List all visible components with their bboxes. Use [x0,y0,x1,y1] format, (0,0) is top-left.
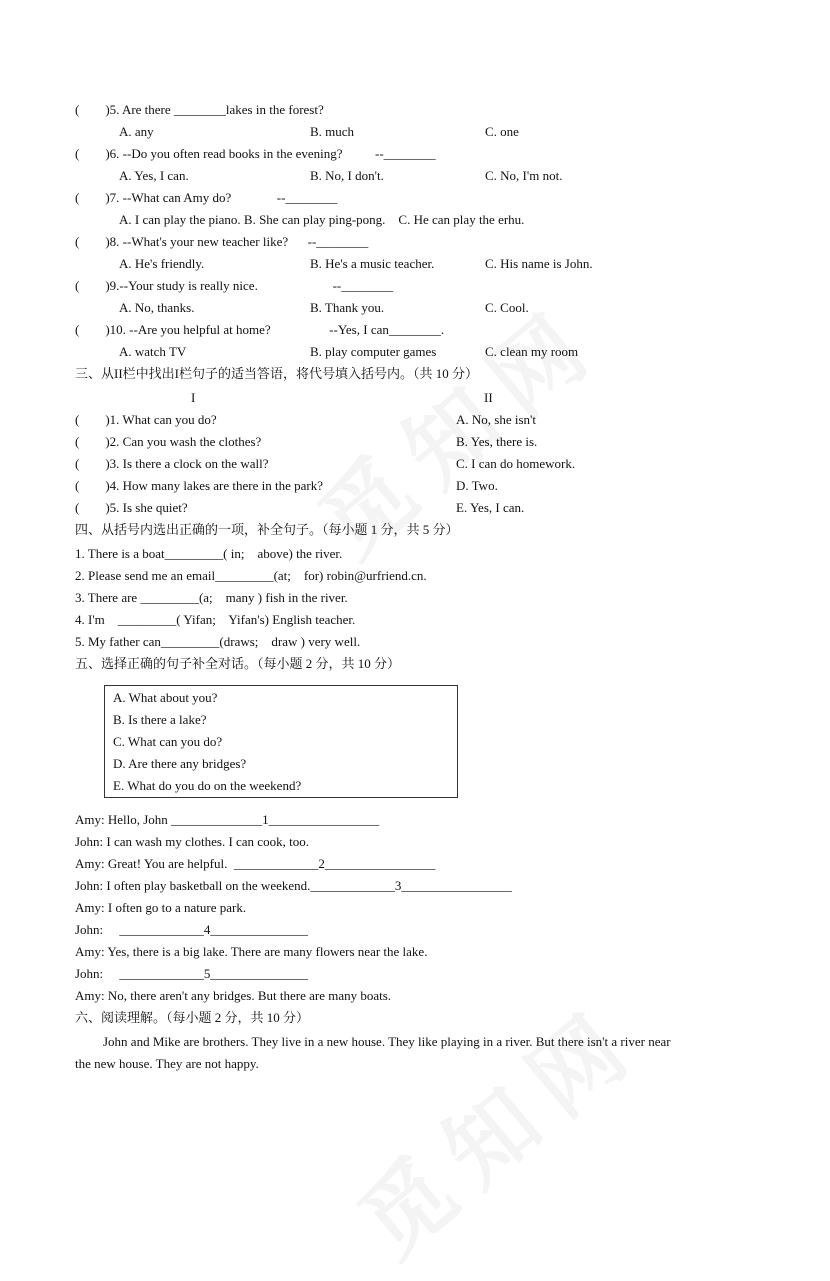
question-7: ( )7. --What can Amy do? --________ [75,190,338,205]
dialog-line: Amy: Yes, there is a big lake. There are many flowers near the lake. [75,944,428,959]
match-answer: C. I can do homework. [456,456,576,471]
question-5: ( )5. Are there ________lakes in the forest? [75,102,324,117]
option-b: B. No, I don't. [310,168,384,183]
option-c: C. clean my room [485,344,579,359]
dialog-line: John: I often play basketball on the weekend._____________3_________________ [75,878,512,893]
match-answer: A. No, she isn't [456,412,536,427]
option-c: C. Cool. [485,300,529,315]
question-6: ( )6. --Do you often read books in the evening? --________ [75,146,436,161]
dialog-line: Amy: No, there aren't any bridges. But there are many boats. [75,988,392,1003]
dialog-line: Amy: Hello, John ______________1_________________ [75,812,380,827]
option-c: C. His name is John. [485,256,593,271]
option-c: C. No, I'm not. [485,168,563,183]
column-i-header: I [191,390,196,405]
option-c: C. one [485,124,519,139]
option-b: B. much [310,124,355,139]
match-answer: D. Two. [456,478,498,493]
watermark [327,969,663,1281]
fill-item: 5. My father can_________(draws; draw ) very well. [75,634,361,649]
dialog-line: Amy: I often go to a nature park. [75,900,247,915]
options-7: A. I can play the piano. B. She can play ping-pong. C. He can play the erhu. [119,212,525,227]
fill-item: 4. I'm _________( Yifan; Yifan's) English teacher. [75,612,356,627]
reading-paragraph-line: the new house. They are not happy. [75,1056,259,1071]
option-a: A. No, thanks. [119,300,195,315]
match-question: ( )5. Is she quiet? [75,500,188,515]
match-question: ( )1. What can you do? [75,412,217,427]
option-a: A. He's friendly. [119,256,205,271]
dialog-line: Amy: Great! You are helpful. _____________2_________________ [75,856,436,871]
dialog-line: John: _____________4_______________ [75,922,308,937]
match-question: ( )3. Is there a clock on the wall? [75,456,269,471]
option-b: B. play computer games [310,344,437,359]
column-ii-header: II [484,390,493,405]
dialog-option: D. Are there any bridges? [113,756,247,771]
fill-item: 2. Please send me an email_________(at; for) robin@urfriend.cn. [75,568,427,583]
section-5-title: 五、选择正确的句子补全对话。（每小题 2 分，共 10 分） [75,656,401,671]
dialog-line: John: I can wash my clothes. I can cook, too. [75,834,309,849]
match-answer: B. Yes, there is. [456,434,538,449]
dialog-option: C. What can you do? [113,734,223,749]
match-question: ( )2. Can you wash the clothes? [75,434,262,449]
section-4-title: 四、从括号内选出正确的一项，补全句子。（每小题 1 分，共 5 分） [75,522,459,537]
question-8: ( )8. --What's your new teacher like? --________ [75,234,369,249]
option-a: A. Yes, I can. [119,168,189,183]
option-b: B. Thank you. [310,300,385,315]
dialog-line: John: _____________5_______________ [75,966,308,981]
dialog-option: A. What about you? [113,690,218,705]
dialog-option: B. Is there a lake? [113,712,207,727]
match-answer: E. Yes, I can. [456,500,525,515]
match-question: ( )4. How many lakes are there in the park? [75,478,323,493]
option-a: A. any [119,124,154,139]
option-b: B. He's a music teacher. [310,256,435,271]
section-3-title: 三、从II栏中找出I栏句子的适当答语，将代号填入括号内。（共 10 分） [75,366,478,381]
fill-item: 1. There is a boat_________( in; above) the river. [75,546,343,561]
option-a: A. watch TV [119,344,187,359]
fill-item: 3. There are _________(a; many ) fish in the river. [75,590,348,605]
section-6-title: 六、阅读理解。（每小题 2 分，共 10 分） [75,1010,310,1025]
question-9: ( )9.--Your study is really nice. --________ [75,278,394,293]
dialog-option: E. What do you do on the weekend? [113,778,302,793]
question-10: ( )10. --Are you helpful at home? --Yes, I can________. [75,322,445,337]
reading-paragraph-line: John and Mike are brothers. They live in a new house. They like playing in a river. But there isn't a river near [103,1034,671,1049]
